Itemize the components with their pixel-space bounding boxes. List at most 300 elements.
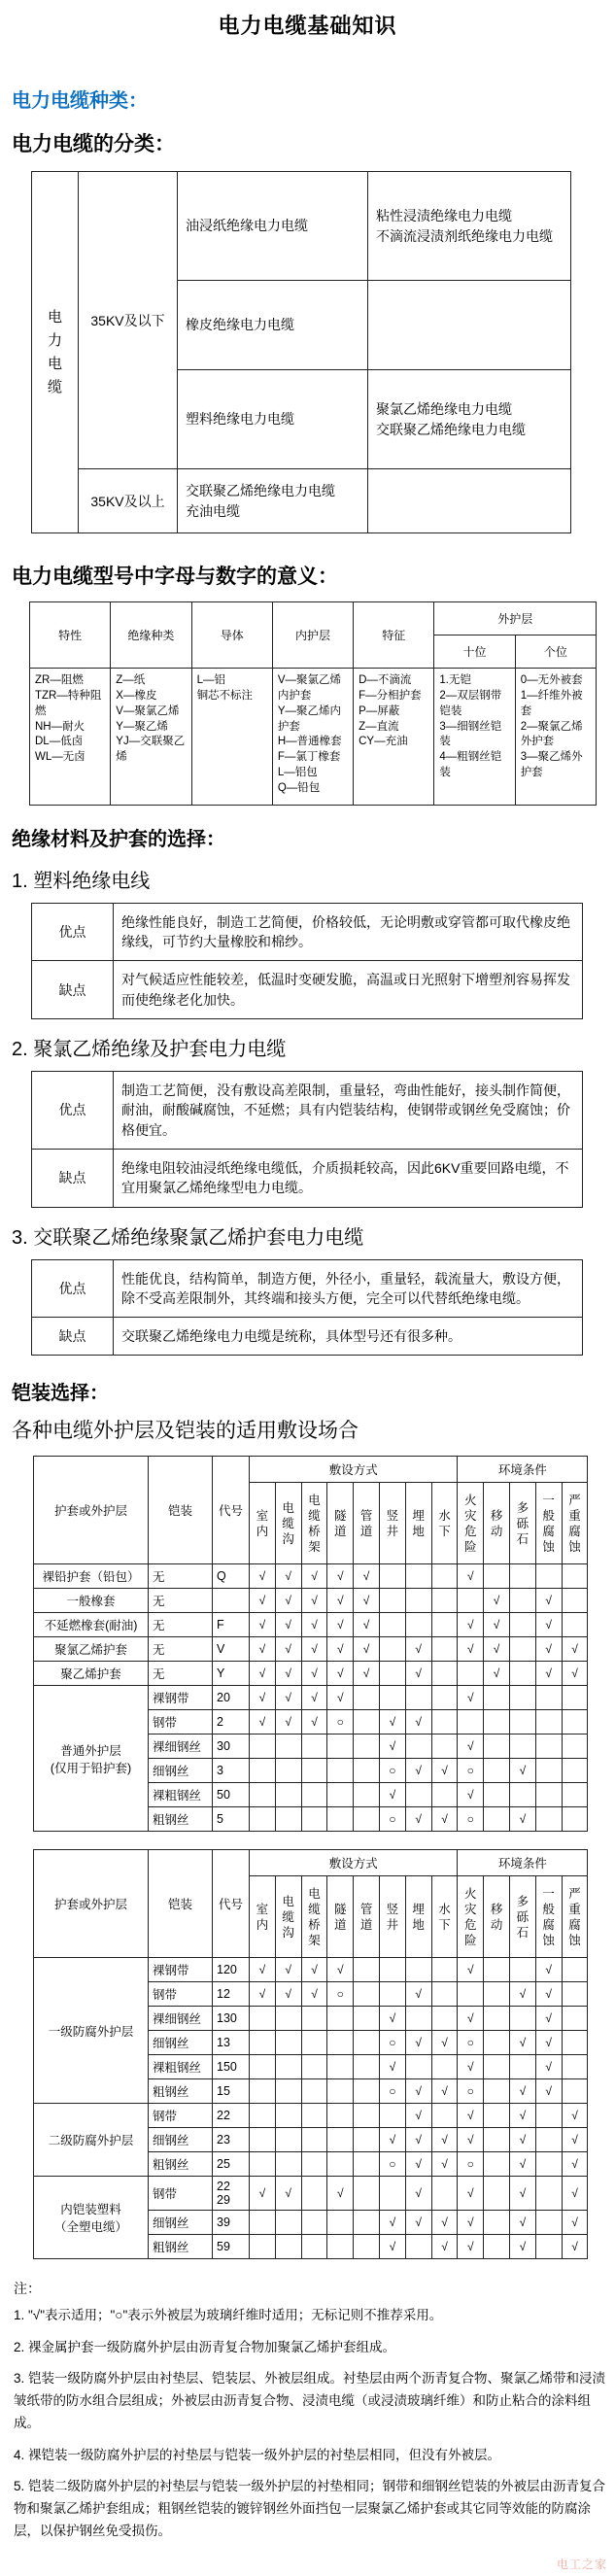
- mark-cell-empty: [250, 1807, 276, 1832]
- mark-cell-empty: [301, 2128, 327, 2152]
- cable-type-line: 油浸纸绝缘电力电缆: [186, 218, 308, 234]
- code-cell: [213, 1958, 250, 1982]
- code-cell: [213, 2031, 250, 2055]
- mark-cell-empty: [275, 2152, 301, 2177]
- mark-cell: ○: [379, 2031, 405, 2055]
- model-subheader-cell: 个位: [515, 635, 596, 669]
- mark-cell: √: [509, 2211, 535, 2235]
- mark-cell-empty: [250, 2079, 276, 2104]
- mark-cell-empty: [354, 1686, 380, 1710]
- mark-cell-empty: [354, 2055, 380, 2079]
- mark-cell: √: [250, 1958, 276, 1982]
- mark-cell: √: [405, 2104, 431, 2128]
- mark-cell: √: [250, 1613, 276, 1637]
- armor-cell: 钢带: [149, 1982, 213, 2007]
- mark-cell-empty: [535, 2235, 562, 2259]
- mark-cell: √: [458, 1564, 484, 1589]
- mark-cell: √: [405, 1807, 431, 1832]
- mark-cell-empty: [535, 2128, 562, 2152]
- armor-col-埋地: [405, 1483, 431, 1564]
- mark-cell-empty: [405, 1686, 431, 1710]
- vertical-text: 电力电缆: [47, 308, 62, 395]
- vertical-text: 竖井: [386, 1902, 399, 1932]
- notes-list: [14, 2304, 605, 2542]
- mark-cell-empty: [484, 2104, 510, 2128]
- mark-cell-empty: [458, 1589, 484, 1613]
- sheath-line: 二级防腐外护层: [48, 2134, 134, 2148]
- cable-subtype-line: 聚氯乙烯绝缘电力电缆: [376, 401, 512, 418]
- cable-type-cell: [178, 370, 368, 469]
- mark-cell-empty: [250, 2128, 276, 2152]
- mark-cell: √: [275, 1613, 301, 1637]
- mark-cell: ○: [458, 1759, 484, 1783]
- mark-cell: √: [509, 1807, 535, 1832]
- mark-cell: √: [327, 2177, 354, 2211]
- mark-cell: √: [562, 1662, 588, 1686]
- mark-cell-empty: [275, 1783, 301, 1807]
- mark-cell-empty: [509, 1613, 535, 1637]
- mark-cell-empty: [484, 2079, 510, 2104]
- armor-col-埋地: [405, 1876, 431, 1958]
- mark-cell: √: [379, 2211, 405, 2235]
- mark-cell-empty: [509, 1564, 535, 1589]
- code-line: 5: [217, 1812, 223, 1827]
- sheath-line: (仅用于铅护套): [50, 1761, 132, 1775]
- mark-cell-empty: [354, 2177, 380, 2211]
- mark-cell-empty: [301, 1735, 327, 1759]
- model-code-entry: NH—耐火: [35, 720, 85, 733]
- material-title: 1. 塑料绝缘电线: [12, 870, 151, 892]
- vertical-text: 电缆桥架: [308, 1493, 321, 1554]
- mark-cell: √: [535, 2031, 562, 2055]
- classification-row: [32, 172, 571, 281]
- classification-row: [32, 469, 571, 533]
- mark-cell-empty: [250, 2235, 276, 2259]
- armor-col-管道: [354, 1483, 380, 1564]
- mark-cell-empty: [354, 1783, 380, 1807]
- code-line: 15: [217, 2084, 230, 2099]
- code-line: 23: [217, 2133, 230, 2147]
- sheath-line: 内铠装塑料: [60, 2203, 121, 2217]
- vertical-text: 室内: [256, 1508, 269, 1538]
- mark-cell: √: [354, 1662, 380, 1686]
- mark-cell: √: [301, 1662, 327, 1686]
- mark-cell-empty: [301, 2104, 327, 2128]
- model-code-entry: YJ—交联聚乙烯: [116, 736, 186, 764]
- mark-cell: √: [379, 1783, 405, 1807]
- cable-type-line: 交联聚乙烯绝缘电力电缆: [186, 483, 335, 499]
- code-cell: [213, 1982, 250, 2007]
- armor-cell: 钢带: [149, 1710, 213, 1735]
- mark-cell: √: [562, 2128, 588, 2152]
- vertical-text: 移动: [490, 1902, 503, 1932]
- mark-cell-empty: [484, 1982, 510, 2007]
- vertical-text: 电缆桥架: [308, 1886, 321, 1947]
- mark-cell: √: [509, 1759, 535, 1783]
- mark-cell-empty: [431, 1589, 458, 1613]
- voltage-cell: 35KV及以下: [79, 172, 178, 469]
- watermark: 电工之家: [556, 2558, 607, 2572]
- mark-cell: √: [431, 1807, 458, 1832]
- cable-subtype-line: 交联聚乙烯绝缘电力电缆: [376, 421, 526, 437]
- mark-cell-empty: [458, 1662, 484, 1686]
- mark-cell-empty: [562, 2007, 588, 2031]
- mark-cell: √: [458, 1686, 484, 1710]
- cable-type-line: 橡皮绝缘电力电缆: [186, 317, 294, 333]
- mark-cell: √: [379, 1735, 405, 1759]
- mark-cell: √: [405, 2128, 431, 2152]
- mark-cell: √: [431, 2079, 458, 2104]
- armor-header-env: 环境条件: [458, 1850, 588, 1876]
- sheath-cell: [34, 1637, 149, 1662]
- code-line: 2: [217, 1715, 223, 1730]
- model-code-entry: 0—无外被套: [520, 674, 583, 686]
- mark-cell-empty: [354, 1759, 380, 1783]
- voltage-cell: 35KV及以上: [79, 469, 178, 533]
- mark-cell: ○: [379, 2079, 405, 2104]
- mark-cell: √: [535, 1613, 562, 1637]
- model-subheader-cell: 十位: [434, 635, 515, 669]
- code-line: 30: [217, 1739, 230, 1754]
- armor-header-row: [34, 1850, 588, 1876]
- mark-cell: √: [535, 1982, 562, 2007]
- armor-cell: 裸粗钢丝: [149, 2055, 213, 2079]
- mark-cell-empty: [275, 1735, 301, 1759]
- mark-cell-empty: [327, 1759, 354, 1783]
- model-header-cell: 导体: [191, 602, 272, 669]
- model-code-entry: V—聚氯乙烯: [116, 704, 180, 717]
- code-cell: [213, 1735, 250, 1759]
- armor-col-隧道: [327, 1876, 354, 1958]
- armor-col-电缆桥架: [301, 1876, 327, 1958]
- mark-cell-empty: [379, 1958, 405, 1982]
- mark-cell: √: [301, 1982, 327, 2007]
- mark-cell-empty: [275, 2007, 301, 2031]
- code-cell: [213, 2152, 250, 2177]
- mark-cell: √: [379, 2128, 405, 2152]
- sheath-cell: [34, 1589, 149, 1613]
- mark-cell-empty: [562, 1564, 588, 1589]
- vertical-text: 严重腐蚀: [568, 1493, 581, 1554]
- vertical-text: 埋地: [412, 1902, 425, 1932]
- code-cell: [213, 2007, 250, 2031]
- model-code-entry: X—橡皮: [116, 689, 157, 702]
- armor-header-laying: 敷设方式: [250, 1850, 458, 1876]
- code-cell: [213, 1637, 250, 1662]
- cons-row: [32, 961, 583, 1019]
- mark-cell-empty: [405, 2235, 431, 2259]
- mark-cell-empty: [354, 2104, 380, 2128]
- code-cell: [213, 1710, 250, 1735]
- mark-cell-empty: [327, 2079, 354, 2104]
- mark-cell: √: [509, 2079, 535, 2104]
- mark-cell-empty: [405, 1958, 431, 1982]
- code-line: V: [217, 1642, 225, 1657]
- model-code-entry: DL—低卤: [35, 736, 84, 748]
- code-cell: [213, 2055, 250, 2079]
- mark-cell-empty: [562, 1958, 588, 1982]
- material-title: 2. 聚氯乙烯绝缘及护套电力电缆: [12, 1039, 287, 1061]
- code-line: Q: [217, 1569, 226, 1584]
- mark-cell-empty: [562, 1686, 588, 1710]
- code-line: 22: [217, 2109, 230, 2123]
- armor-col-火灾危险: [458, 1483, 484, 1564]
- mark-cell-empty: [431, 1686, 458, 1710]
- mark-cell-empty: [484, 1783, 510, 1807]
- cable-subtype-line: 粘性浸渍绝缘电力电缆: [376, 208, 512, 224]
- mark-cell-empty: [354, 2152, 380, 2177]
- mark-cell: √: [535, 1637, 562, 1662]
- mark-cell-empty: [301, 2152, 327, 2177]
- section-heading-cable-types: 电力电缆种类：: [12, 90, 148, 112]
- mark-cell: ○: [379, 1759, 405, 1783]
- mark-cell-empty: [484, 2235, 510, 2259]
- mark-cell-empty: [301, 2007, 327, 2031]
- mark-cell-empty: [562, 2079, 588, 2104]
- mark-cell: √: [535, 1958, 562, 1982]
- code-line: 150: [217, 2060, 237, 2075]
- code-line: 13: [217, 2036, 230, 2050]
- vertical-text: 多砾石: [516, 1894, 530, 1940]
- model-body-cell: [191, 669, 272, 806]
- mark-cell: √: [484, 1613, 510, 1637]
- mark-cell: √: [458, 2055, 484, 2079]
- armor-cell: 裸细钢丝: [149, 1735, 213, 1759]
- mark-cell: √: [327, 1958, 354, 1982]
- mark-cell: ○: [458, 2152, 484, 2177]
- armor-col-水下: [431, 1876, 458, 1958]
- mark-cell: √: [354, 1589, 380, 1613]
- mark-cell: √: [535, 2007, 562, 2031]
- cons-row: [32, 1318, 583, 1356]
- armor-col-电缆桥架: [301, 1483, 327, 1564]
- sheath-cell: [34, 1662, 149, 1686]
- mark-cell: √: [405, 1759, 431, 1783]
- mark-cell: √: [327, 1589, 354, 1613]
- mark-cell-empty: [484, 2152, 510, 2177]
- mark-cell-empty: [405, 2007, 431, 2031]
- model-header-row: [30, 602, 597, 635]
- mark-cell-empty: [431, 2007, 458, 2031]
- mark-cell-empty: [250, 2152, 276, 2177]
- mark-cell-empty: [379, 1686, 405, 1710]
- mark-cell: √: [458, 2007, 484, 2031]
- mark-cell-empty: [301, 2031, 327, 2055]
- armor-col-火灾危险: [458, 1876, 484, 1958]
- mark-cell: √: [250, 1686, 276, 1710]
- sheath-line: 聚氯乙烯护套: [53, 1643, 127, 1658]
- vertical-text: 火灾危险: [464, 1493, 477, 1554]
- mark-cell: √: [509, 2104, 535, 2128]
- model-code-entry: 2—聚氯乙烯外护套: [520, 720, 583, 748]
- armor-col-竖井: [379, 1876, 405, 1958]
- mark-cell-empty: [562, 1759, 588, 1783]
- mark-cell-empty: [379, 2104, 405, 2128]
- mark-cell: ○: [379, 1807, 405, 1832]
- model-code-entry: Z—直流: [359, 720, 399, 733]
- model-code-entry: WL—无卤: [35, 751, 85, 764]
- mark-cell: √: [405, 1662, 431, 1686]
- mark-cell-empty: [484, 2007, 510, 2031]
- sheath-line: 一般橡套: [66, 1595, 116, 1609]
- sheath-line: 不延燃橡套(耐油): [44, 1619, 138, 1633]
- mark-cell: √: [327, 1662, 354, 1686]
- mark-cell-empty: [379, 2177, 405, 2211]
- armor-col-隧道: [327, 1483, 354, 1564]
- mark-cell-empty: [354, 2007, 380, 2031]
- mark-cell: √: [509, 2031, 535, 2055]
- armor-data-row: [34, 1613, 588, 1637]
- mark-cell-empty: [275, 2211, 301, 2235]
- mark-cell: √: [535, 1589, 562, 1613]
- mark-cell: √: [535, 1662, 562, 1686]
- mark-cell-empty: [354, 1735, 380, 1759]
- armor-cell: 粗钢丝: [149, 2235, 213, 2259]
- armor-cell: 裸钢带: [149, 1686, 213, 1710]
- section-heading-model-meaning: 电力电缆型号中字母与数字的意义：: [12, 566, 338, 588]
- mark-cell: √: [354, 1637, 380, 1662]
- sheath-cell: [34, 1613, 149, 1637]
- vertical-text: 水下: [438, 1508, 451, 1538]
- mark-cell: √: [327, 1637, 354, 1662]
- armor-data-row: [34, 1686, 588, 1710]
- vertical-text: 室内: [256, 1902, 269, 1932]
- cons-text-cell: 对气候适应性能较差，低温时变硬发脆，高温或日光照射下增塑剂容易挥发而使绝缘老化加快。: [114, 961, 583, 1019]
- mark-cell-empty: [327, 2055, 354, 2079]
- mark-cell-empty: [275, 2128, 301, 2152]
- note-item: 3. 铠装一级防腐外护层由衬垫层、铠装层、外被层组成。衬垫层由两个沥青复合物、聚氯乙烯带和浸渍皱纸带的防水组合层组成；外被层由沥青复合物、浸渍电缆（或浸渍玻璃纤维）和防止粘合的涂料组成。: [14, 2370, 606, 2431]
- mark-cell-empty: [431, 2104, 458, 2128]
- mark-cell-empty: [431, 1564, 458, 1589]
- mark-cell: √: [275, 1564, 301, 1589]
- pros-label-cell: 优点: [32, 903, 114, 961]
- mark-cell-empty: [250, 2211, 276, 2235]
- code-cell: [213, 2104, 250, 2128]
- model-code-entry: 3—细钢丝铠装: [439, 720, 502, 748]
- code-cell: [213, 1589, 250, 1613]
- vertical-text: 一般腐蚀: [542, 1886, 555, 1947]
- armor-header-sheath: 护套或外护层: [34, 1457, 149, 1564]
- mark-cell-empty: [535, 1735, 562, 1759]
- mark-cell-empty: [405, 1613, 431, 1637]
- cable-subtype-cell: [368, 281, 571, 370]
- mark-cell-empty: [354, 2235, 380, 2259]
- mark-cell: √: [250, 1564, 276, 1589]
- mark-cell: ○: [458, 2031, 484, 2055]
- mark-cell-empty: [275, 2104, 301, 2128]
- mark-cell: √: [250, 1710, 276, 1735]
- model-code-entry: 铜芯不标注: [196, 689, 254, 702]
- mark-cell: √: [562, 2177, 588, 2211]
- mark-cell: √: [405, 2152, 431, 2177]
- mark-cell-empty: [535, 1710, 562, 1735]
- mark-cell: √: [275, 1637, 301, 1662]
- armor-col-竖井: [379, 1483, 405, 1564]
- armor-col-移动: [484, 1876, 510, 1958]
- code-cell: [213, 1686, 250, 1710]
- mark-cell: √: [431, 2128, 458, 2152]
- armor-data-row: [34, 2104, 588, 2128]
- mark-cell-empty: [250, 2007, 276, 2031]
- mark-cell: √: [301, 1958, 327, 1982]
- armor-col-室内: [250, 1876, 276, 1958]
- armor-data-row: [34, 2177, 588, 2211]
- mark-cell: √: [405, 1982, 431, 2007]
- mark-cell-empty: [327, 2235, 354, 2259]
- mark-cell-empty: [535, 2104, 562, 2128]
- armor-cell: 无: [149, 1589, 213, 1613]
- model-body-cell: [354, 669, 434, 806]
- mark-cell-empty: [250, 2031, 276, 2055]
- mark-cell: √: [250, 1982, 276, 2007]
- mark-cell: √: [509, 2177, 535, 2211]
- armor-col-一般腐蚀: [535, 1876, 562, 1958]
- model-header-outer-cell: 外护层: [434, 602, 597, 635]
- cable-type-cell: [178, 172, 368, 281]
- mark-cell: √: [458, 1958, 484, 1982]
- model-header-cell: 特性: [30, 602, 111, 669]
- mark-cell: √: [379, 2235, 405, 2259]
- mark-cell-empty: [405, 1783, 431, 1807]
- armor-col-管道: [354, 1876, 380, 1958]
- vertical-text: 水下: [438, 1902, 451, 1932]
- model-code-entry: Z—纸: [116, 674, 146, 686]
- mark-cell-empty: [431, 2177, 458, 2211]
- code-line: Y: [217, 1666, 225, 1681]
- pros-cons-table: [31, 903, 583, 1019]
- mark-cell-empty: [484, 1564, 510, 1589]
- mark-cell: √: [431, 2211, 458, 2235]
- mark-cell: √: [301, 1637, 327, 1662]
- mark-cell: √: [458, 2128, 484, 2152]
- armor-cell: 粗钢丝: [149, 2152, 213, 2177]
- code-cell: [213, 1807, 250, 1832]
- code-line: 12: [217, 1987, 230, 2002]
- mark-cell: √: [405, 2177, 431, 2211]
- mark-cell: √: [509, 2152, 535, 2177]
- model-code-entry: Y—聚乙烯内护套: [277, 704, 342, 733]
- mark-cell: √: [562, 2235, 588, 2259]
- mark-cell: √: [458, 2211, 484, 2235]
- mark-cell-empty: [379, 1982, 405, 2007]
- armor-cell: 细钢丝: [149, 2128, 213, 2152]
- armor-col-多砾石: [509, 1876, 535, 1958]
- model-body-cell: [272, 669, 353, 806]
- vertical-text: 埋地: [412, 1508, 425, 1538]
- armor-cell: 无: [149, 1564, 213, 1589]
- mark-cell: √: [458, 1637, 484, 1662]
- mark-cell: √: [405, 1637, 431, 1662]
- model-code-entry: P—屏蔽: [359, 704, 400, 717]
- cable-subtype-line: 不滴流浸渍剂纸绝缘电力电缆: [376, 227, 553, 244]
- code-cell: [213, 2177, 250, 2211]
- mark-cell-empty: [509, 1735, 535, 1759]
- armor-col-一般腐蚀: [535, 1483, 562, 1564]
- mark-cell-empty: [535, 1807, 562, 1832]
- code-cell: [213, 1613, 250, 1637]
- mark-cell-empty: [250, 2104, 276, 2128]
- mark-cell-empty: [484, 2128, 510, 2152]
- mark-cell-empty: [535, 1759, 562, 1783]
- model-code-entry: 1.无铠: [439, 674, 471, 686]
- mark-cell-empty: [354, 2031, 380, 2055]
- mark-cell: √: [301, 1564, 327, 1589]
- mark-cell: √: [458, 1613, 484, 1637]
- mark-cell-empty: [431, 1613, 458, 1637]
- model-code-table: [29, 601, 597, 806]
- pros-label-cell: 优点: [32, 1259, 114, 1318]
- page-title: 电力电缆基础知识: [218, 14, 397, 38]
